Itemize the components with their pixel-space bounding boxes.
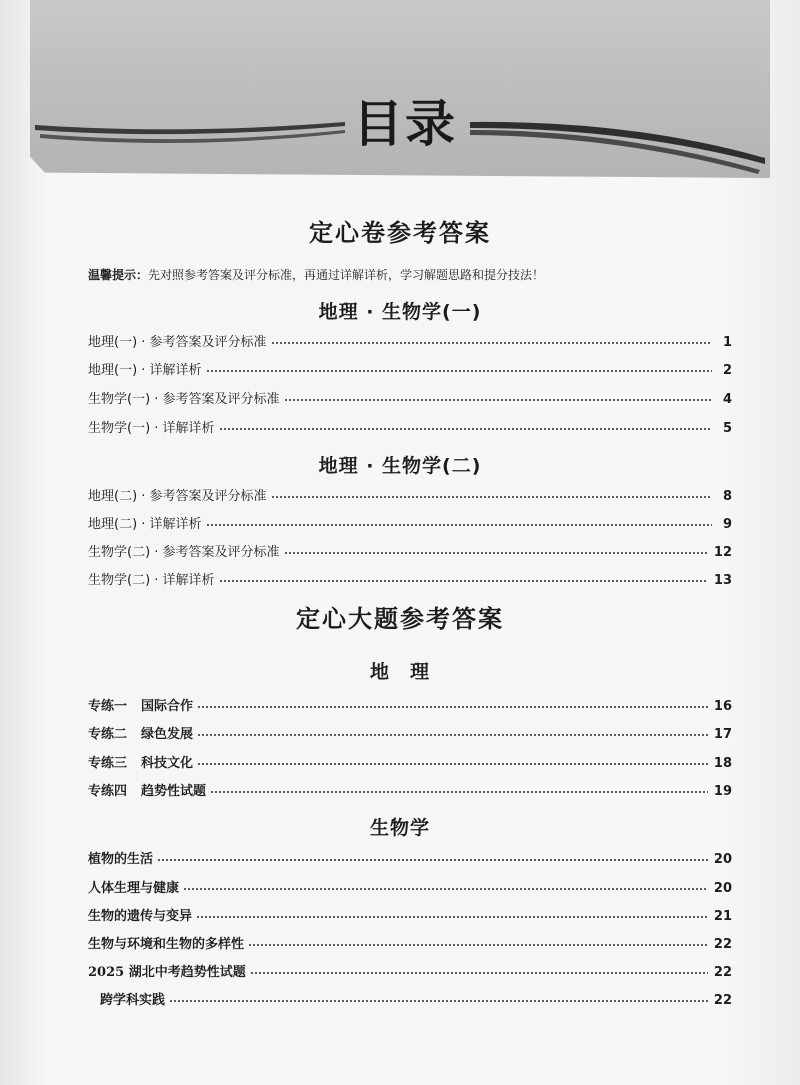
toc-entry-code: 专练四 bbox=[88, 784, 128, 799]
toc-entry-code: 专练一 bbox=[88, 699, 128, 714]
toc-entry[interactable] bbox=[100, 988, 732, 1008]
toc-entry-label: 生物的遗传与变异 bbox=[88, 909, 193, 924]
toc-entry[interactable] bbox=[88, 751, 732, 771]
toc-entry[interactable] bbox=[88, 484, 732, 504]
toc-entry-page: 20 bbox=[713, 881, 732, 896]
toc-entry-page: 19 bbox=[713, 784, 732, 799]
leader-dots bbox=[206, 523, 712, 527]
leader-dots bbox=[197, 762, 708, 766]
page-title: 目录 bbox=[353, 95, 457, 153]
toc-entry-page: 2 bbox=[722, 363, 732, 378]
toc-entry-page: 1 bbox=[722, 335, 732, 350]
leader-dots bbox=[197, 705, 708, 709]
section-title-dingxin-dati: 定心大题参考答案 bbox=[296, 605, 504, 633]
toc-entry-label: 植物的生活 bbox=[88, 852, 154, 867]
toc-entry-label: 生物与环境和生物的多样性 bbox=[88, 937, 245, 952]
toc-entry-title: 国际合作 bbox=[141, 699, 194, 714]
toc-entry-label: 地理(一) · 参考答案及评分标准 bbox=[88, 335, 267, 350]
toc-entry-label: 生物学(一) · 参考答案及评分标准 bbox=[88, 392, 280, 407]
toc-entry-label bbox=[88, 780, 210, 799]
toc-entry[interactable] bbox=[88, 904, 732, 924]
tip-lead: 温馨提示： bbox=[88, 268, 149, 282]
toc-entry-label bbox=[88, 752, 197, 771]
section-title-dingxin-juan: 定心卷参考答案 bbox=[309, 219, 491, 247]
toc-entry-label: 生物学(一) · 详解详析 bbox=[88, 421, 215, 436]
toc-entry[interactable] bbox=[88, 387, 732, 407]
toc-entry[interactable] bbox=[88, 330, 732, 350]
group-title-1: 地理 · 生物学(一) bbox=[318, 301, 482, 323]
leader-dots bbox=[206, 369, 712, 373]
toc-entry-label: 生物学(二) · 详解详析 bbox=[88, 573, 215, 588]
toc-entry[interactable] bbox=[88, 512, 732, 532]
toc-entry[interactable] bbox=[88, 960, 732, 980]
leader-dots bbox=[183, 887, 708, 891]
toc-entry[interactable] bbox=[88, 568, 732, 588]
toc-entry[interactable] bbox=[88, 694, 732, 714]
toc-entry-title: 科技文化 bbox=[141, 756, 194, 771]
toc-entry-label bbox=[88, 723, 197, 742]
leader-dots bbox=[210, 790, 708, 794]
group-title-geo: 地 理 bbox=[369, 661, 430, 683]
toc-entry[interactable] bbox=[88, 876, 732, 896]
leader-dots bbox=[169, 999, 708, 1003]
toc-entry-label: 人体生理与健康 bbox=[88, 881, 180, 896]
toc-entry[interactable] bbox=[88, 932, 732, 952]
toc-entry-page: 18 bbox=[713, 756, 732, 771]
leader-dots bbox=[284, 551, 708, 555]
toc-entry[interactable] bbox=[88, 847, 732, 867]
group-title-bio: 生物学 bbox=[369, 817, 430, 839]
toc-entry-page: 8 bbox=[722, 489, 732, 504]
toc-entry-label: 地理(二) · 参考答案及评分标准 bbox=[88, 489, 267, 504]
tip-body: 先对照参考答案及评分标准，再通过详解详析，学习解题思路和提分技法！ bbox=[148, 268, 545, 282]
toc-entry-page: 13 bbox=[713, 573, 732, 588]
toc-entry-title: 趋势性试题 bbox=[141, 784, 207, 799]
leader-dots bbox=[271, 495, 712, 499]
toc-entry[interactable] bbox=[88, 779, 732, 799]
toc-entry-label bbox=[88, 695, 197, 714]
toc-entry-code: 专练二 bbox=[88, 727, 128, 742]
leader-dots bbox=[219, 579, 708, 583]
leader-dots bbox=[284, 398, 712, 402]
toc-entry-page: 12 bbox=[713, 545, 732, 560]
toc-entry[interactable] bbox=[88, 358, 732, 378]
toc-entry[interactable] bbox=[88, 722, 732, 742]
toc-entry-page: 9 bbox=[722, 517, 732, 532]
leader-dots bbox=[219, 427, 712, 431]
leader-dots bbox=[271, 341, 712, 345]
toc-entry-page: 16 bbox=[713, 699, 732, 714]
toc-entry-label: 地理(一) · 详解详析 bbox=[88, 363, 202, 378]
leader-dots bbox=[250, 971, 708, 975]
toc-entry-page: 5 bbox=[722, 421, 732, 436]
toc-entry-page: 22 bbox=[713, 937, 732, 952]
leader-dots bbox=[248, 943, 708, 947]
toc-entry[interactable] bbox=[88, 416, 732, 436]
leader-dots bbox=[157, 858, 708, 862]
toc-entry-label: 2025 湖北中考趋势性试题 bbox=[88, 965, 246, 980]
toc-entry-label: 跨学科实践 bbox=[100, 993, 166, 1008]
toc-entry-page: 4 bbox=[722, 392, 732, 407]
toc-entry-label: 生物学(二) · 参考答案及评分标准 bbox=[88, 545, 280, 560]
toc-entry-page: 21 bbox=[713, 909, 732, 924]
toc-entry-title: 绿色发展 bbox=[141, 727, 194, 742]
toc-entry-code: 专练三 bbox=[88, 756, 128, 771]
leader-dots bbox=[196, 915, 708, 919]
toc-entry-label: 地理(二) · 详解详析 bbox=[88, 517, 202, 532]
leader-dots bbox=[197, 733, 708, 737]
toc-entry-page: 22 bbox=[713, 965, 732, 980]
group-title-2: 地理 · 生物学(二) bbox=[318, 455, 482, 477]
tip-text bbox=[88, 266, 748, 283]
toc-entry-page: 22 bbox=[713, 993, 732, 1008]
toc-entry-page: 20 bbox=[713, 852, 732, 867]
toc-entry-page: 17 bbox=[713, 727, 732, 742]
toc-entry[interactable] bbox=[88, 540, 732, 560]
